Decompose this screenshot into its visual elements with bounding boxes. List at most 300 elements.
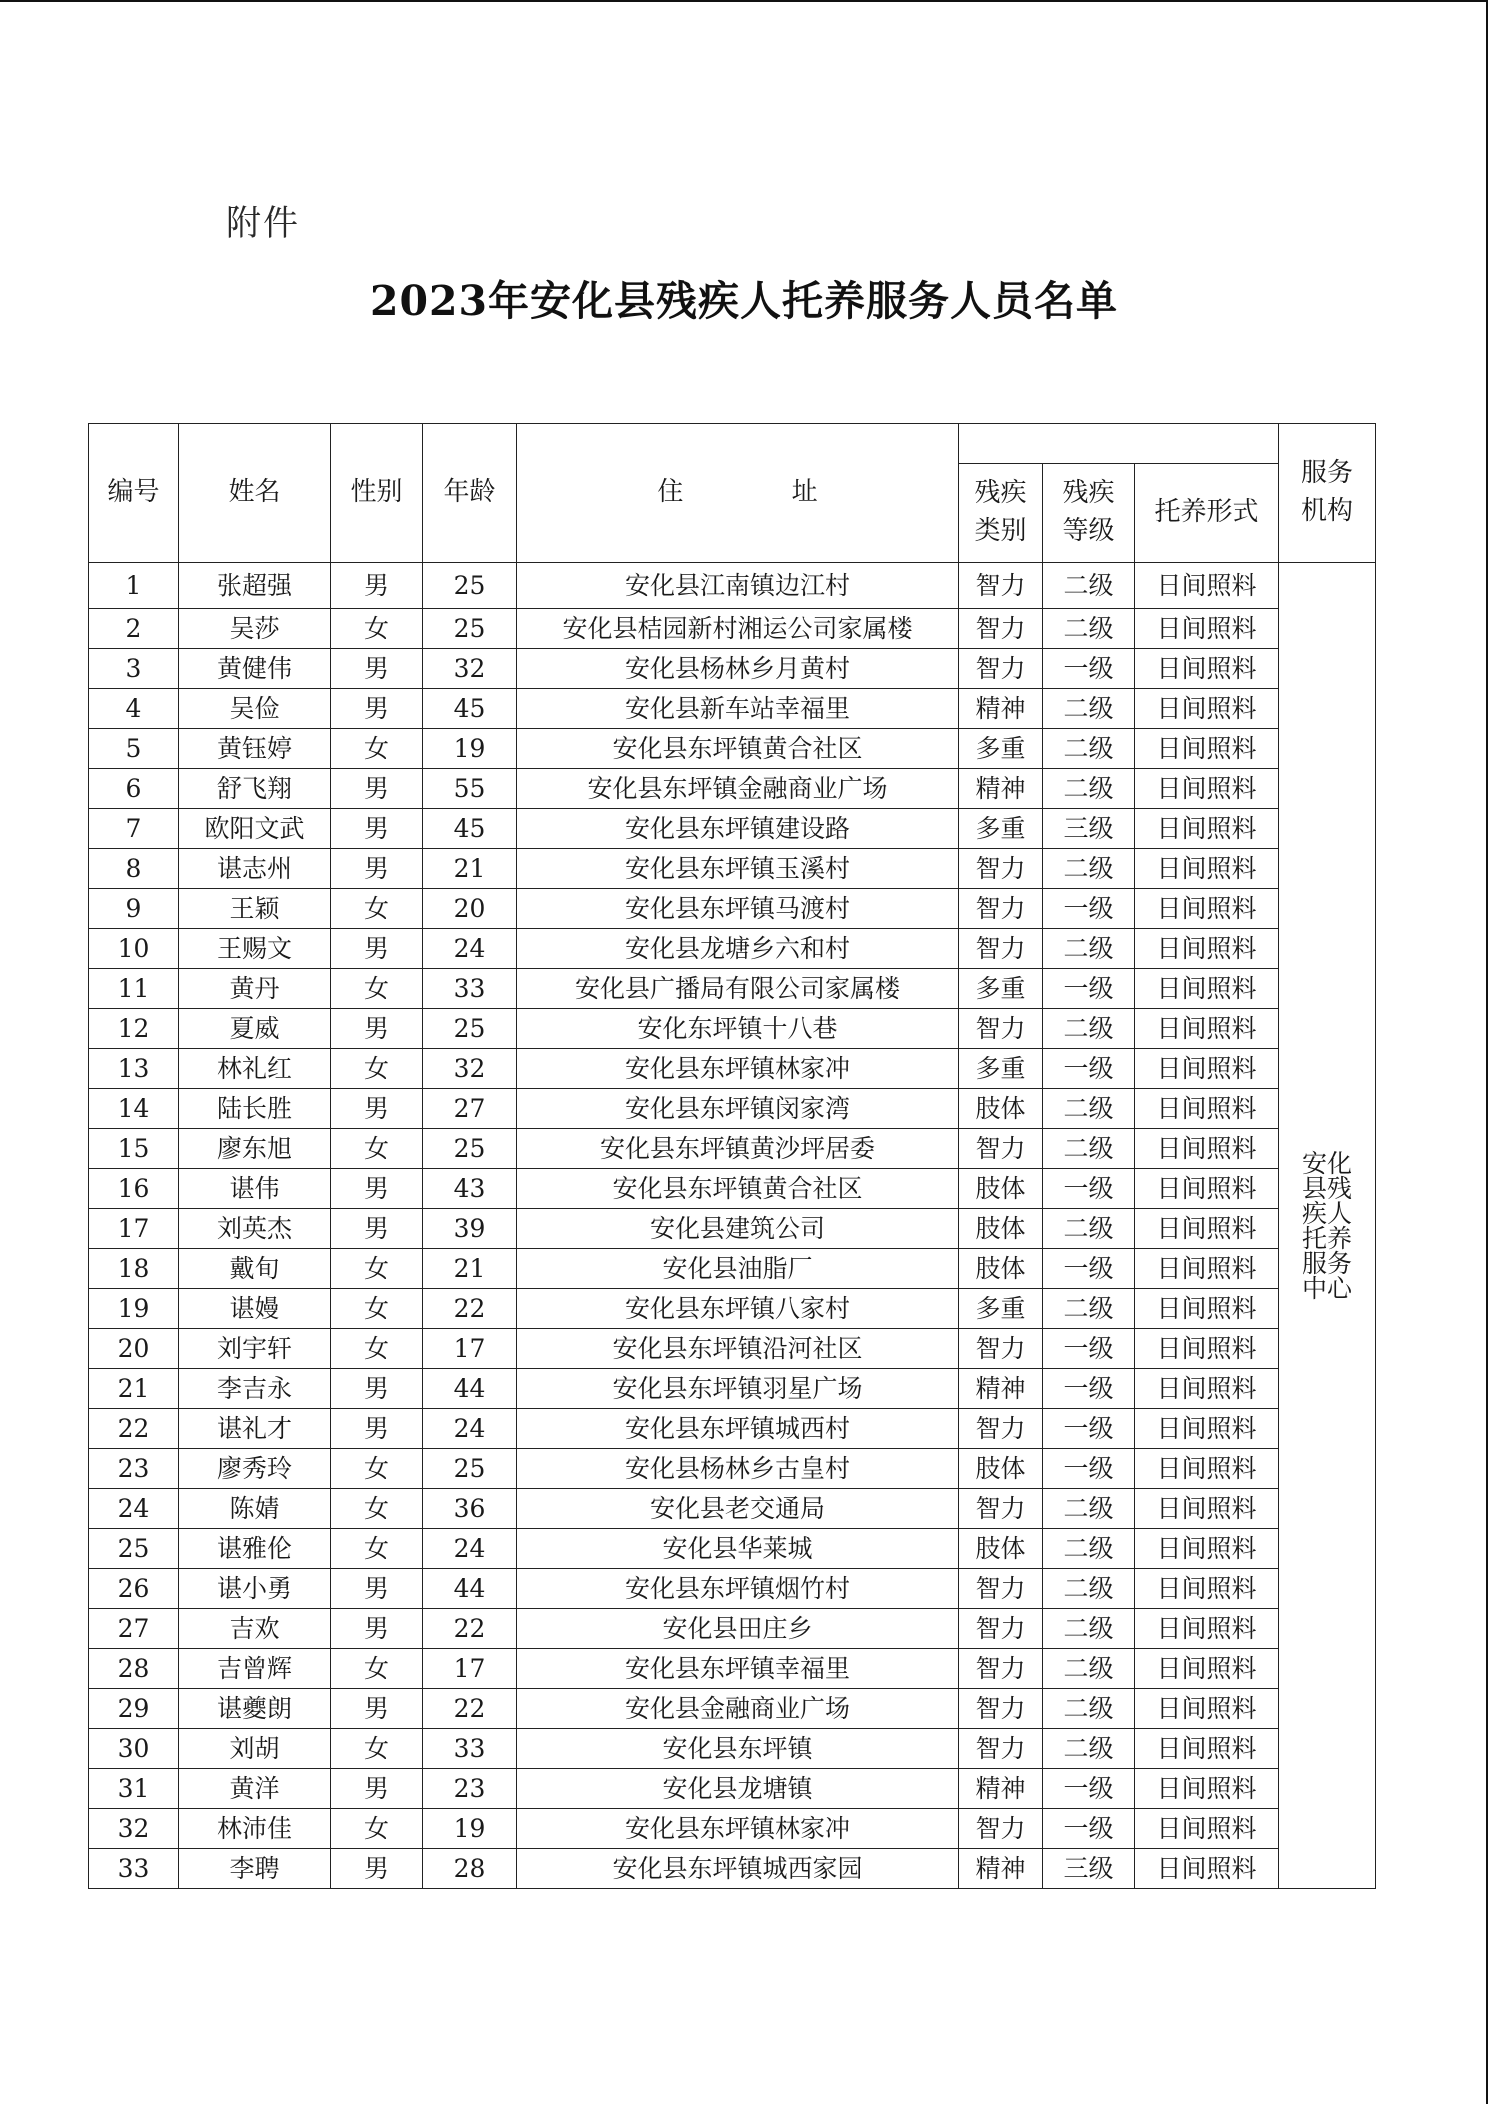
cell-age: 45 [423, 689, 517, 729]
roster-body [89, 563, 1376, 1889]
cell-address: 安化县东坪镇林家冲 [517, 1049, 959, 1089]
cell-age: 22 [423, 1609, 517, 1649]
cell-age: 22 [423, 1689, 517, 1729]
cell-disability-level: 二级 [1043, 929, 1135, 969]
cell-disability-level: 二级 [1043, 1089, 1135, 1129]
cell-name: 夏威 [179, 1009, 331, 1049]
cell-name: 舒飞翔 [179, 769, 331, 809]
cell-address: 安化县广播局有限公司家属楼 [517, 969, 959, 1009]
cell-id: 2 [89, 609, 179, 649]
cell-care-form: 日间照料 [1135, 1329, 1279, 1369]
cell-name: 戴旬 [179, 1249, 331, 1289]
table-row [89, 1049, 1376, 1089]
cell-age: 39 [423, 1209, 517, 1249]
cell-name: 谌嫚 [179, 1289, 331, 1329]
page-top-border [0, 0, 1488, 2]
table-row [89, 1449, 1376, 1489]
table-row [89, 809, 1376, 849]
cell-gender: 女 [331, 1729, 423, 1769]
cell-disability-level: 一级 [1043, 1809, 1135, 1849]
cell-age: 33 [423, 1729, 517, 1769]
cell-disability-type: 智力 [959, 1489, 1043, 1529]
cell-disability-level: 二级 [1043, 1609, 1135, 1649]
cell-disability-type: 智力 [959, 929, 1043, 969]
cell-address: 安化县东坪镇城西家园 [517, 1849, 959, 1889]
cell-age: 32 [423, 649, 517, 689]
cell-disability-type: 精神 [959, 1849, 1043, 1889]
cell-gender: 男 [331, 1569, 423, 1609]
cell-gender: 女 [331, 1809, 423, 1849]
cell-address: 安化县东坪镇羽星广场 [517, 1369, 959, 1409]
cell-address: 安化县杨林乡月黄村 [517, 649, 959, 689]
cell-disability-type: 精神 [959, 1769, 1043, 1809]
cell-disability-type: 智力 [959, 889, 1043, 929]
table-row [89, 563, 1376, 609]
table-row [89, 1569, 1376, 1609]
cell-id: 12 [89, 1009, 179, 1049]
cell-disability-type: 智力 [959, 1609, 1043, 1649]
cell-id: 27 [89, 1609, 179, 1649]
cell-disability-level: 一级 [1043, 1369, 1135, 1409]
cell-id: 31 [89, 1769, 179, 1809]
cell-disability-type: 精神 [959, 689, 1043, 729]
cell-disability-type: 肢体 [959, 1209, 1043, 1249]
cell-gender: 男 [331, 563, 423, 609]
cell-name: 欧阳文武 [179, 809, 331, 849]
cell-care-form: 日间照料 [1135, 729, 1279, 769]
document-title: 2023年安化县残疾人托养服务人员名单 [369, 277, 1119, 325]
cell-gender: 女 [331, 1129, 423, 1169]
cell-id: 22 [89, 1409, 179, 1449]
cell-gender: 女 [331, 1329, 423, 1369]
cell-care-form: 日间照料 [1135, 1609, 1279, 1649]
cell-address: 安化县江南镇边江村 [517, 563, 959, 609]
table-row [89, 1009, 1376, 1049]
cell-id: 13 [89, 1049, 179, 1089]
header-gender: 性别 [331, 424, 423, 563]
cell-name: 黄洋 [179, 1769, 331, 1809]
table-row [89, 1369, 1376, 1409]
header-group-blank [959, 424, 1279, 464]
cell-name: 刘胡 [179, 1729, 331, 1769]
table-row [89, 1169, 1376, 1209]
cell-name: 王颖 [179, 889, 331, 929]
cell-id: 28 [89, 1649, 179, 1689]
cell-disability-level: 二级 [1043, 1289, 1135, 1329]
cell-address: 安化县新车站幸福里 [517, 689, 959, 729]
cell-disability-level: 三级 [1043, 1849, 1135, 1889]
cell-disability-level: 二级 [1043, 1489, 1135, 1529]
cell-disability-type: 智力 [959, 1809, 1043, 1849]
table-row [89, 649, 1376, 689]
cell-name: 吴莎 [179, 609, 331, 649]
cell-age: 33 [423, 969, 517, 1009]
cell-age: 20 [423, 889, 517, 929]
cell-age: 19 [423, 729, 517, 769]
cell-id: 24 [89, 1489, 179, 1529]
cell-id: 18 [89, 1249, 179, 1289]
cell-care-form: 日间照料 [1135, 649, 1279, 689]
cell-care-form: 日间照料 [1135, 1089, 1279, 1129]
cell-gender: 女 [331, 1529, 423, 1569]
cell-address: 安化县东坪镇城西村 [517, 1409, 959, 1449]
table-row [89, 1129, 1376, 1169]
cell-address: 安化县龙塘镇 [517, 1769, 959, 1809]
cell-name: 刘英杰 [179, 1209, 331, 1249]
cell-id: 19 [89, 1289, 179, 1329]
cell-disability-type: 多重 [959, 969, 1043, 1009]
cell-care-form: 日间照料 [1135, 1449, 1279, 1489]
table-row [89, 1409, 1376, 1449]
table-row [89, 1849, 1376, 1889]
cell-disability-type: 肢体 [959, 1529, 1043, 1569]
cell-gender: 女 [331, 609, 423, 649]
cell-id: 33 [89, 1849, 179, 1889]
cell-id: 29 [89, 1689, 179, 1729]
cell-gender: 男 [331, 649, 423, 689]
cell-name: 林礼红 [179, 1049, 331, 1089]
cell-id: 9 [89, 889, 179, 929]
cell-gender: 男 [331, 1849, 423, 1889]
cell-care-form: 日间照料 [1135, 1729, 1279, 1769]
cell-disability-type: 肢体 [959, 1089, 1043, 1129]
cell-gender: 男 [331, 769, 423, 809]
cell-gender: 女 [331, 1449, 423, 1489]
cell-address: 安化县东坪镇闵家湾 [517, 1089, 959, 1129]
cell-disability-level: 一级 [1043, 1329, 1135, 1369]
cell-name: 吉欢 [179, 1609, 331, 1649]
cell-age: 17 [423, 1649, 517, 1689]
cell-age: 28 [423, 1849, 517, 1889]
cell-gender: 男 [331, 1209, 423, 1249]
cell-gender: 男 [331, 689, 423, 729]
cell-care-form: 日间照料 [1135, 769, 1279, 809]
attachment-label: 附件 [226, 204, 301, 244]
cell-disability-level: 一级 [1043, 1169, 1135, 1209]
cell-id: 3 [89, 649, 179, 689]
cell-disability-type: 肢体 [959, 1169, 1043, 1209]
cell-id: 10 [89, 929, 179, 969]
cell-age: 21 [423, 849, 517, 889]
table-row [89, 1609, 1376, 1649]
cell-name: 陆长胜 [179, 1089, 331, 1129]
cell-age: 44 [423, 1569, 517, 1609]
cell-disability-type: 智力 [959, 1689, 1043, 1729]
cell-age: 25 [423, 609, 517, 649]
cell-address: 安化县东坪镇幸福里 [517, 1649, 959, 1689]
cell-gender: 女 [331, 969, 423, 1009]
cell-care-form: 日间照料 [1135, 1809, 1279, 1849]
cell-id: 4 [89, 689, 179, 729]
cell-address: 安化县华莱城 [517, 1529, 959, 1569]
table-row [89, 1289, 1376, 1329]
cell-age: 25 [423, 563, 517, 609]
cell-disability-type: 精神 [959, 769, 1043, 809]
cell-address: 安化县建筑公司 [517, 1209, 959, 1249]
cell-disability-type: 智力 [959, 1649, 1043, 1689]
cell-name: 张超强 [179, 563, 331, 609]
cell-disability-level: 一级 [1043, 1049, 1135, 1089]
cell-care-form: 日间照料 [1135, 1249, 1279, 1289]
cell-disability-level: 二级 [1043, 729, 1135, 769]
header-address [517, 424, 959, 563]
cell-id: 30 [89, 1729, 179, 1769]
cell-name: 廖秀玲 [179, 1449, 331, 1489]
cell-care-form: 日间照料 [1135, 689, 1279, 729]
table-row [89, 1249, 1376, 1289]
cell-disability-type: 智力 [959, 1409, 1043, 1449]
cell-gender: 男 [331, 1689, 423, 1729]
cell-disability-level: 一级 [1043, 969, 1135, 1009]
cell-disability-type: 智力 [959, 609, 1043, 649]
header-service-org: 服务机构 [1279, 424, 1376, 563]
cell-gender: 女 [331, 1049, 423, 1089]
cell-disability-type: 智力 [959, 649, 1043, 689]
cell-age: 21 [423, 1249, 517, 1289]
cell-gender: 男 [331, 1609, 423, 1649]
cell-address: 安化县东坪镇 [517, 1729, 959, 1769]
cell-age: 36 [423, 1489, 517, 1529]
header-age: 年龄 [423, 424, 517, 563]
cell-name: 吴俭 [179, 689, 331, 729]
cell-id: 14 [89, 1089, 179, 1129]
cell-disability-type: 肢体 [959, 1449, 1043, 1489]
table-row [89, 689, 1376, 729]
cell-service-org [1279, 563, 1376, 1889]
cell-gender: 男 [331, 1089, 423, 1129]
cell-address: 安化县东坪镇玉溪村 [517, 849, 959, 889]
cell-age: 44 [423, 1369, 517, 1409]
cell-age: 27 [423, 1089, 517, 1129]
cell-care-form: 日间照料 [1135, 1769, 1279, 1809]
cell-age: 19 [423, 1809, 517, 1849]
cell-disability-level: 一级 [1043, 1249, 1135, 1289]
cell-name: 谌夔朗 [179, 1689, 331, 1729]
cell-gender: 男 [331, 1009, 423, 1049]
cell-id: 16 [89, 1169, 179, 1209]
cell-gender: 男 [331, 1409, 423, 1449]
cell-age: 25 [423, 1449, 517, 1489]
table-row [89, 849, 1376, 889]
cell-id: 26 [89, 1569, 179, 1609]
cell-age: 45 [423, 809, 517, 849]
cell-care-form: 日间照料 [1135, 1529, 1279, 1569]
cell-care-form: 日间照料 [1135, 929, 1279, 969]
cell-gender: 男 [331, 1769, 423, 1809]
cell-care-form: 日间照料 [1135, 1049, 1279, 1089]
cell-disability-level: 一级 [1043, 1769, 1135, 1809]
cell-name: 刘宇轩 [179, 1329, 331, 1369]
cell-id: 1 [89, 563, 179, 609]
cell-care-form: 日间照料 [1135, 1409, 1279, 1449]
cell-name: 谌小勇 [179, 1569, 331, 1609]
cell-address: 安化县金融商业广场 [517, 1689, 959, 1729]
cell-name: 李吉永 [179, 1369, 331, 1409]
cell-address: 安化县油脂厂 [517, 1249, 959, 1289]
cell-address: 安化县东坪镇八家村 [517, 1289, 959, 1329]
cell-address: 安化县东坪镇沿河社区 [517, 1329, 959, 1369]
cell-care-form: 日间照料 [1135, 1569, 1279, 1609]
cell-disability-type: 多重 [959, 1049, 1043, 1089]
cell-gender: 女 [331, 1249, 423, 1289]
cell-age: 32 [423, 1049, 517, 1089]
cell-disability-type: 智力 [959, 1009, 1043, 1049]
cell-care-form: 日间照料 [1135, 1289, 1279, 1329]
header-care-form: 托养形式 [1135, 464, 1279, 563]
cell-id: 8 [89, 849, 179, 889]
cell-care-form: 日间照料 [1135, 1849, 1279, 1889]
cell-name: 吉曾辉 [179, 1649, 331, 1689]
cell-name: 陈婧 [179, 1489, 331, 1529]
cell-name: 廖东旭 [179, 1129, 331, 1169]
cell-age: 23 [423, 1769, 517, 1809]
cell-age: 55 [423, 769, 517, 809]
cell-care-form: 日间照料 [1135, 1209, 1279, 1249]
table-row [89, 1649, 1376, 1689]
cell-address: 安化县东坪镇建设路 [517, 809, 959, 849]
cell-name: 谌伟 [179, 1169, 331, 1209]
cell-care-form: 日间照料 [1135, 609, 1279, 649]
cell-name: 黄钰婷 [179, 729, 331, 769]
cell-care-form: 日间照料 [1135, 1169, 1279, 1209]
cell-disability-level: 二级 [1043, 1129, 1135, 1169]
cell-address: 安化县东坪镇烟竹村 [517, 1569, 959, 1609]
cell-disability-level: 二级 [1043, 689, 1135, 729]
cell-id: 20 [89, 1329, 179, 1369]
cell-address: 安化县龙塘乡六和村 [517, 929, 959, 969]
cell-disability-level: 二级 [1043, 1729, 1135, 1769]
cell-address: 安化县桔园新村湘运公司家属楼 [517, 609, 959, 649]
cell-care-form: 日间照料 [1135, 563, 1279, 609]
cell-id: 7 [89, 809, 179, 849]
cell-name: 黄健伟 [179, 649, 331, 689]
cell-gender: 女 [331, 1649, 423, 1689]
cell-disability-level: 二级 [1043, 563, 1135, 609]
cell-age: 43 [423, 1169, 517, 1209]
cell-age: 24 [423, 1529, 517, 1569]
table-row [89, 1689, 1376, 1729]
cell-id: 32 [89, 1809, 179, 1849]
cell-disability-type: 肢体 [959, 1249, 1043, 1289]
cell-disability-type: 智力 [959, 849, 1043, 889]
cell-disability-level: 二级 [1043, 1569, 1135, 1609]
cell-disability-level: 二级 [1043, 769, 1135, 809]
cell-age: 25 [423, 1009, 517, 1049]
cell-disability-level: 二级 [1043, 1009, 1135, 1049]
table-row [89, 889, 1376, 929]
cell-address: 安化县东坪镇黄沙坪居委 [517, 1129, 959, 1169]
cell-care-form: 日间照料 [1135, 1129, 1279, 1169]
cell-address: 安化县杨林乡古皇村 [517, 1449, 959, 1489]
cell-disability-type: 多重 [959, 729, 1043, 769]
roster-table [88, 423, 1376, 1889]
table-row [89, 1769, 1376, 1809]
cell-id: 11 [89, 969, 179, 1009]
cell-address: 安化县东坪镇金融商业广场 [517, 769, 959, 809]
cell-disability-level: 一级 [1043, 1409, 1135, 1449]
cell-address: 安化县东坪镇黄合社区 [517, 1169, 959, 1209]
cell-disability-level: 二级 [1043, 1689, 1135, 1729]
cell-age: 24 [423, 929, 517, 969]
cell-disability-type: 智力 [959, 1569, 1043, 1609]
table-row [89, 1329, 1376, 1369]
cell-name: 谌志州 [179, 849, 331, 889]
cell-disability-type: 智力 [959, 1729, 1043, 1769]
cell-address: 安化县东坪镇马渡村 [517, 889, 959, 929]
cell-id: 25 [89, 1529, 179, 1569]
cell-address: 安化县田庄乡 [517, 1609, 959, 1649]
table-row [89, 769, 1376, 809]
table-row [89, 1729, 1376, 1769]
cell-disability-level: 二级 [1043, 1209, 1135, 1249]
cell-care-form: 日间照料 [1135, 809, 1279, 849]
cell-id: 21 [89, 1369, 179, 1409]
cell-gender: 男 [331, 1369, 423, 1409]
cell-gender: 女 [331, 889, 423, 929]
cell-gender: 男 [331, 849, 423, 889]
cell-disability-level: 二级 [1043, 609, 1135, 649]
cell-address: 安化县老交通局 [517, 1489, 959, 1529]
cell-care-form: 日间照料 [1135, 1489, 1279, 1529]
cell-disability-level: 一级 [1043, 889, 1135, 929]
header-address-text: 住 址 [657, 477, 868, 508]
cell-gender: 女 [331, 729, 423, 769]
cell-id: 6 [89, 769, 179, 809]
header-id: 编号 [89, 424, 179, 563]
cell-name: 王赐文 [179, 929, 331, 969]
cell-disability-level: 二级 [1043, 849, 1135, 889]
cell-name: 李聘 [179, 1849, 331, 1889]
cell-name: 谌雅伦 [179, 1529, 331, 1569]
cell-care-form: 日间照料 [1135, 1009, 1279, 1049]
cell-address: 安化县东坪镇黄合社区 [517, 729, 959, 769]
cell-age: 17 [423, 1329, 517, 1369]
cell-age: 24 [423, 1409, 517, 1449]
cell-id: 23 [89, 1449, 179, 1489]
header-name: 姓名 [179, 424, 331, 563]
cell-gender: 男 [331, 1169, 423, 1209]
cell-name: 林沛佳 [179, 1809, 331, 1849]
cell-age: 22 [423, 1289, 517, 1329]
cell-id: 17 [89, 1209, 179, 1249]
table-row [89, 1089, 1376, 1129]
table-row [89, 1529, 1376, 1569]
table-row [89, 1489, 1376, 1529]
cell-age: 25 [423, 1129, 517, 1169]
cell-id: 15 [89, 1129, 179, 1169]
cell-disability-level: 一级 [1043, 649, 1135, 689]
cell-care-form: 日间照料 [1135, 889, 1279, 929]
cell-care-form: 日间照料 [1135, 1369, 1279, 1409]
cell-disability-type: 智力 [959, 563, 1043, 609]
cell-name: 黄丹 [179, 969, 331, 1009]
header-disability-type: 残疾类别 [959, 464, 1043, 563]
cell-disability-type: 智力 [959, 1129, 1043, 1169]
cell-disability-type: 多重 [959, 1289, 1043, 1329]
table-row [89, 609, 1376, 649]
cell-address: 安化东坪镇十八巷 [517, 1009, 959, 1049]
cell-care-form: 日间照料 [1135, 849, 1279, 889]
table-row [89, 729, 1376, 769]
cell-disability-type: 智力 [959, 1329, 1043, 1369]
cell-disability-type: 多重 [959, 809, 1043, 849]
table-row [89, 1809, 1376, 1849]
cell-care-form: 日间照料 [1135, 1689, 1279, 1729]
cell-disability-level: 二级 [1043, 1649, 1135, 1689]
table-row [89, 1209, 1376, 1249]
cell-disability-level: 二级 [1043, 1529, 1135, 1569]
cell-care-form: 日间照料 [1135, 1649, 1279, 1689]
